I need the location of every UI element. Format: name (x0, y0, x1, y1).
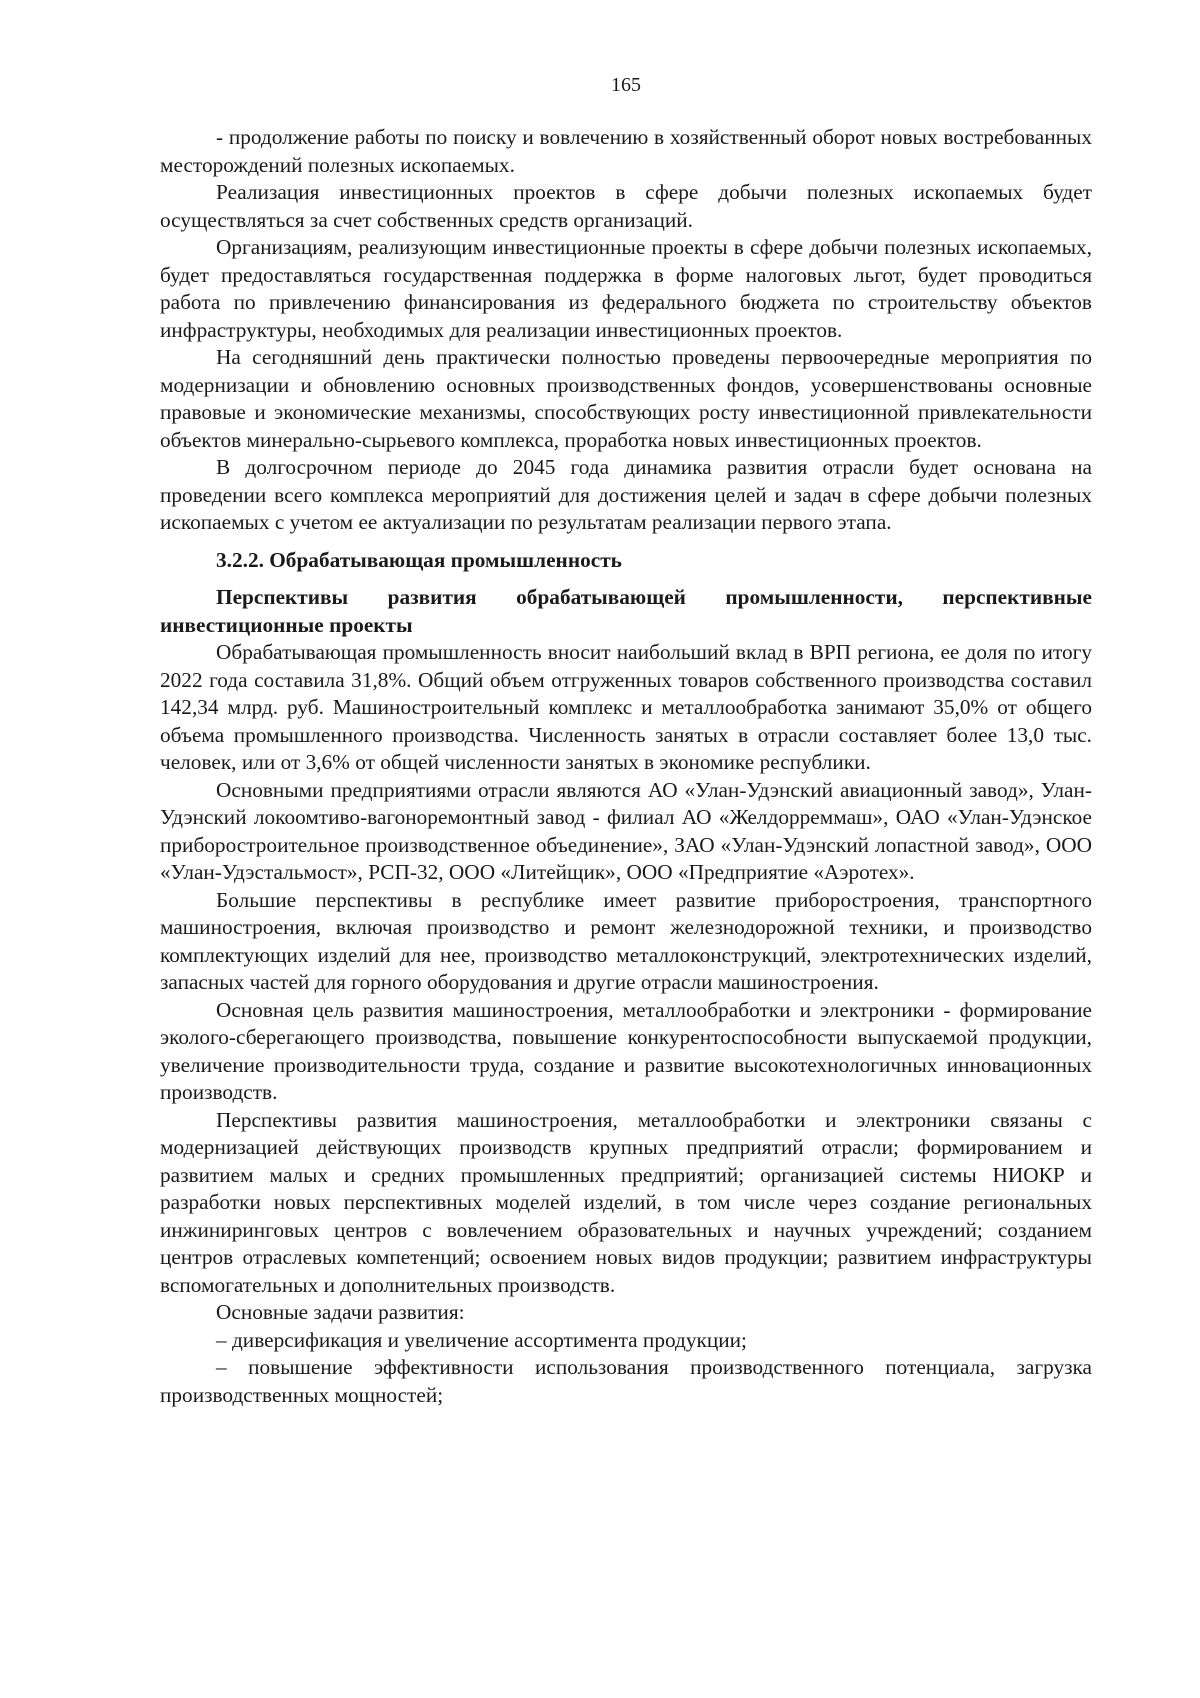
paragraph: На сегодняшний день практически полностью проведены первоочередные мероприятия по модернизации и обновлению основных производственных фондов, усовершенствованы основные правовые и экономические механизмы, способствующих росту инвестиционной привлекательности объектов минерально-сырьевого комплекса, проработка новых инвестиционных проектов. (160, 345, 1092, 452)
paragraph: Основная цель развития машиностроения, металлообработки и электроники - формирование эколого-сберегающего производства, повышение конкурентоспособности выпускаемой продукции, увеличение производительности труда, создание и развитие высокотехнологичных инновационных производств. (160, 997, 1092, 1104)
paragraph: Перспективы развития машиностроения, металлообработки и электроники связаны с модернизацией действующих производств крупных предприятий отрасли; формированием и развитием малых и средних промышленных предприятий; организацией системы НИОКР и разработки новых перспективных моделей изделий, в том числе через создание региональных инжиниринговых центров с вовлечением образовательных и научных учреждений; созданием центров отраслевых компетенций; освоением новых видов продукции; развитием инфраструктуры вспомогательных и дополнительных производств. (160, 1107, 1092, 1297)
paragraph: - продолжение работы по поиску и вовлечению в хозяйственный оборот новых востребованных месторождений полезных ископаемых. (160, 125, 1092, 177)
paragraph: В долгосрочном периоде до 2045 года динамика развития отрасли будет основана на проведении всего комплекса мероприятий для достижения целей и задач в сфере добычи полезных ископаемых с учетом ее актуализации по результатам реализации первого этапа. (160, 455, 1092, 534)
list-item: – повышение эффективности использования производственного потенциала, загрузка производственных мощностей; (160, 1355, 1092, 1407)
document-body (160, 124, 1092, 1409)
paragraph: Основными предприятиями отрасли являются АО «Улан-Удэнский авиационный завод», Улан-Удэнский локоомтиво-вагоноремонтный завод - филиал АО «Желдорреммаш», ОАО «Улан-Удэнское приборостроительное производственное объединение», ЗАО «Улан-Удэнский лопастной завод», ООО «Улан-Удэстальмост», РСП-32, ООО «Литейщик», ООО «Предприятие «Аэротех». (160, 777, 1092, 884)
paragraph: Реализация инвестиционных проектов в сфере добычи полезных ископаемых будет осуществляться за счет собственных средств организаций. (160, 180, 1092, 232)
list-item: – диверсификация и увеличение ассортимента продукции; (216, 1327, 747, 1352)
paragraph: Большие перспективы в республике имеет развитие приборостроения, транспортного машиностроения, включая производство и ремонт железнодорожной техники, и производство комплектующих изделий для нее, производство металлоконструкций, электротехнических изделий, запасных частей для горного оборудования и другие отрасли машиностроения. (160, 887, 1092, 994)
page-number: 165 (611, 74, 641, 96)
paragraph: Обрабатывающая промышленность вносит наибольший вклад в ВРП региона, ее доля по итогу 2022 года составила 31,8%. Общий объем отгруженных товаров собственного производства составил 142,34 млрд. руб. Машиностроительный комплекс и металлообработка занимают 35,0% от общего объема промышленного производства. Численность занятых в отрасли составляет более 13,0 тыс. человек, или от 3,6% от общей численности занятых в экономике республики. (160, 640, 1092, 774)
subsection-heading: Перспективы развития обрабатывающей промышленности, перспективные инвестиционные проекты (160, 585, 1092, 637)
paragraph: Основные задачи развития: (216, 1300, 465, 1324)
paragraph: Организациям, реализующим инвестиционные проекты в сфере добычи полезных ископаемых, будет предоставляться государственная поддержка в форме налоговых льгот, будет проводиться работа по привлечению финансирования из федерального бюджета по строительству объектов инфраструктуры, необходимых для реализации инвестиционных проектов. (160, 235, 1092, 342)
section-heading: 3.2.2. Обрабатывающая промышленность (216, 547, 622, 572)
